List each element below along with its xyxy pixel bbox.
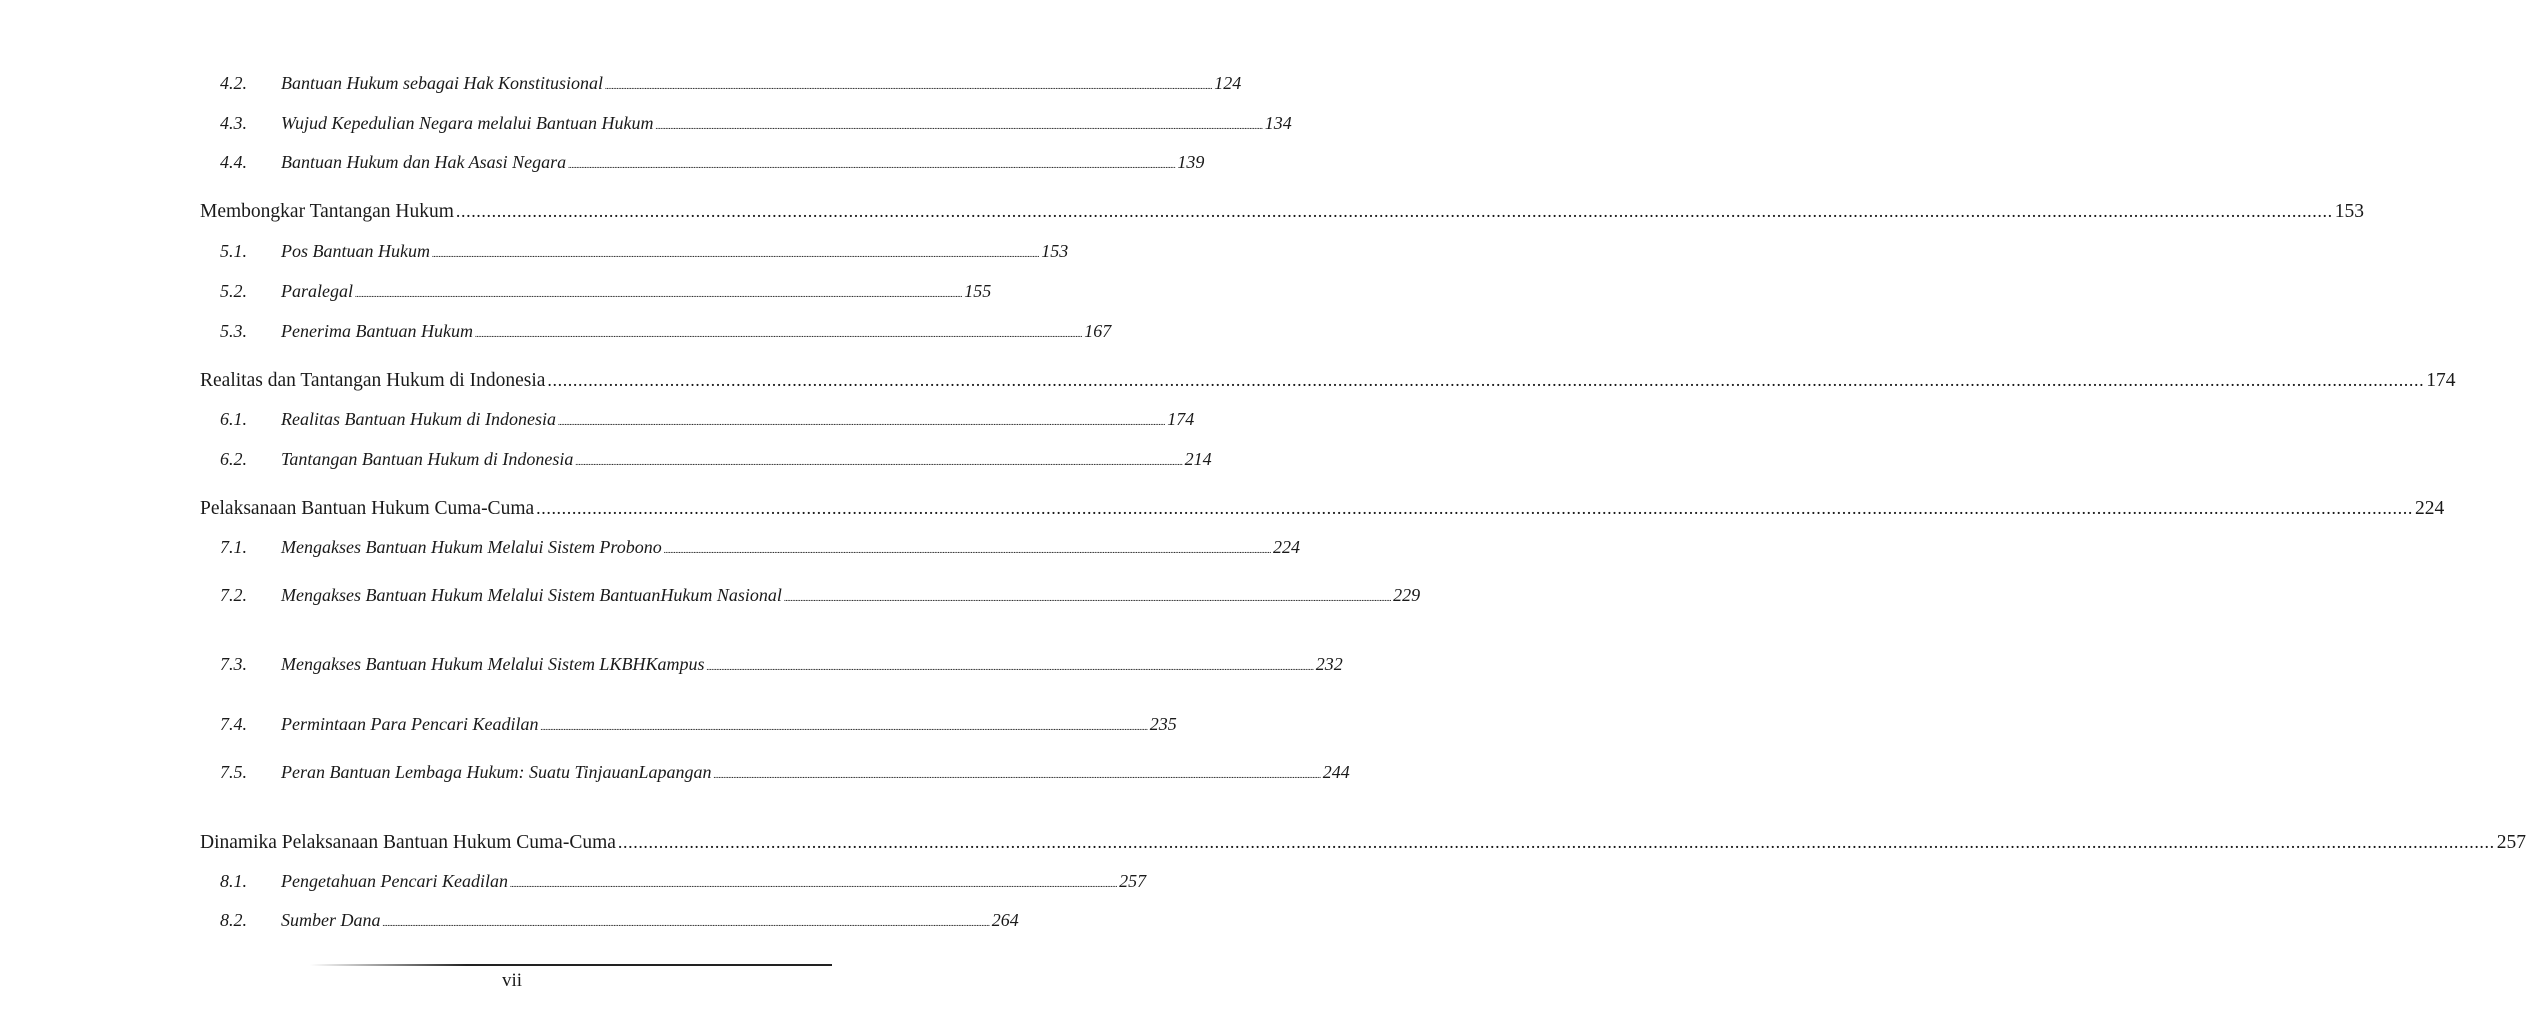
page-number: 124 bbox=[1214, 73, 1242, 93]
dot-leader bbox=[618, 832, 2495, 853]
section-title: Pos Bantuan Hukum bbox=[281, 241, 430, 261]
page-number: 229 bbox=[1393, 585, 1421, 605]
page-number: 174 bbox=[2426, 370, 2456, 391]
page-number: 167 bbox=[1084, 321, 1112, 341]
toc-entry-multiline bbox=[220, 646, 1343, 675]
page-number: 153 bbox=[2334, 201, 2364, 222]
toc-entry-multiline bbox=[220, 577, 1421, 606]
page-number: 224 bbox=[2414, 498, 2445, 519]
section-title: Bantuan Hukum dan Hak Asasi Negara bbox=[281, 152, 567, 172]
page-number: 244 bbox=[1322, 762, 1350, 782]
section-number: 7.3. bbox=[220, 654, 247, 674]
section-title: Tantangan Bantuan Hukum di Indonesia bbox=[281, 449, 574, 469]
toc-chapter-entry bbox=[200, 498, 2445, 520]
section-title: Mengakses Bantuan Hukum Melalui Sistem Probono bbox=[281, 537, 662, 557]
section-number: 4.3. bbox=[220, 113, 247, 133]
section-title: Peran Bantuan Lembaga Hukum: Suatu Tinjauan bbox=[281, 762, 639, 782]
dot-leader bbox=[558, 417, 1165, 427]
dot-leader bbox=[547, 370, 2424, 391]
dot-leader bbox=[714, 770, 1321, 780]
section-title: Realitas Bantuan Hukum di Indonesia bbox=[281, 409, 556, 429]
toc-chapter-entry bbox=[200, 832, 2526, 854]
page-number: 232 bbox=[1315, 654, 1343, 674]
toc-entry bbox=[220, 537, 1300, 558]
toc-entry bbox=[220, 910, 1019, 931]
dot-leader bbox=[475, 329, 1082, 339]
dot-leader bbox=[568, 160, 1175, 170]
section-title: Pengetahuan Pencari Keadilan bbox=[281, 871, 508, 891]
section-title: Paralegal bbox=[281, 281, 353, 301]
page-number: 153 bbox=[1041, 241, 1069, 261]
page-number: 134 bbox=[1264, 113, 1292, 133]
section-title: Mengakses Bantuan Hukum Melalui Sistem LKBH bbox=[281, 654, 646, 674]
page-number: 257 bbox=[2496, 832, 2526, 853]
section-number: 7.1. bbox=[220, 537, 247, 557]
page-number: 264 bbox=[991, 910, 1019, 930]
section-number: 7.4. bbox=[220, 714, 247, 734]
page-number: 224 bbox=[1273, 537, 1300, 557]
section-number: 5.2. bbox=[220, 281, 247, 301]
toc-chapter-entry bbox=[200, 201, 2364, 223]
section-title-continued: Hukum Nasional bbox=[660, 585, 782, 605]
section-number: 4.4. bbox=[220, 152, 247, 172]
toc-entry bbox=[220, 281, 992, 302]
dot-leader bbox=[784, 593, 1391, 603]
toc-entry bbox=[220, 871, 1147, 892]
section-title-continued: Lapangan bbox=[638, 762, 712, 782]
footer-rule bbox=[310, 964, 832, 966]
page-number: 257 bbox=[1119, 871, 1147, 891]
toc-entry-multiline bbox=[220, 754, 1350, 783]
section-number: 5.1. bbox=[220, 241, 247, 261]
section-title: Wujud Kepedulian Negara melalui Bantuan Hukum bbox=[281, 113, 654, 133]
folio-page-number: vii bbox=[501, 970, 523, 991]
toc-entry bbox=[220, 714, 1177, 735]
page-number: 139 bbox=[1177, 152, 1205, 172]
dot-leader bbox=[575, 457, 1182, 467]
chapter-title: Realitas dan Tantangan Hukum di Indonesia bbox=[200, 370, 546, 391]
section-number: 8.1. bbox=[220, 871, 247, 891]
dot-leader bbox=[510, 879, 1117, 889]
section-title: Permintaan Para Pencari Keadilan bbox=[281, 714, 539, 734]
section-number: 6.1. bbox=[220, 409, 247, 429]
section-number: 5.3. bbox=[220, 321, 247, 341]
toc-entry bbox=[220, 152, 1205, 173]
page-number: 155 bbox=[964, 281, 992, 301]
dot-leader bbox=[355, 289, 962, 299]
section-number: 6.2. bbox=[220, 449, 247, 469]
section-title-continued: Kampus bbox=[645, 654, 705, 674]
dot-leader bbox=[540, 722, 1147, 732]
toc-entry bbox=[220, 449, 1212, 470]
dot-leader bbox=[432, 249, 1039, 259]
toc-chapter-entry bbox=[200, 370, 2456, 392]
toc-entry bbox=[220, 241, 1069, 262]
dot-leader bbox=[605, 81, 1212, 91]
dot-leader bbox=[706, 662, 1313, 672]
section-number: 7.2. bbox=[220, 585, 247, 605]
section-title: Mengakses Bantuan Hukum Melalui Sistem Bantuan bbox=[281, 585, 661, 605]
page-number: 235 bbox=[1149, 714, 1177, 734]
toc-entry bbox=[220, 409, 1195, 430]
toc-entry bbox=[220, 321, 1112, 342]
dot-leader bbox=[655, 121, 1262, 131]
dot-leader bbox=[664, 545, 1271, 555]
dot-leader bbox=[383, 918, 990, 928]
chapter-title: Membongkar Tantangan Hukum bbox=[200, 201, 454, 222]
section-number: 8.2. bbox=[220, 910, 247, 930]
section-title: Bantuan Hukum sebagai Hak Konstitusional bbox=[281, 73, 603, 93]
toc-entry bbox=[220, 73, 1242, 94]
page-number: 214 bbox=[1184, 449, 1212, 469]
section-number: 4.2. bbox=[220, 73, 247, 93]
dot-leader bbox=[536, 498, 2413, 519]
page-number: 174 bbox=[1167, 409, 1195, 429]
section-title: Penerima Bantuan Hukum bbox=[281, 321, 473, 341]
toc-entry bbox=[220, 113, 1292, 134]
section-number: 7.5. bbox=[220, 762, 247, 782]
dot-leader bbox=[456, 201, 2333, 222]
section-title: Sumber Dana bbox=[281, 910, 381, 930]
chapter-title: Dinamika Pelaksanaan Bantuan Hukum Cuma-Cuma bbox=[200, 832, 616, 853]
chapter-title: Pelaksanaan Bantuan Hukum Cuma-Cuma bbox=[200, 498, 535, 519]
